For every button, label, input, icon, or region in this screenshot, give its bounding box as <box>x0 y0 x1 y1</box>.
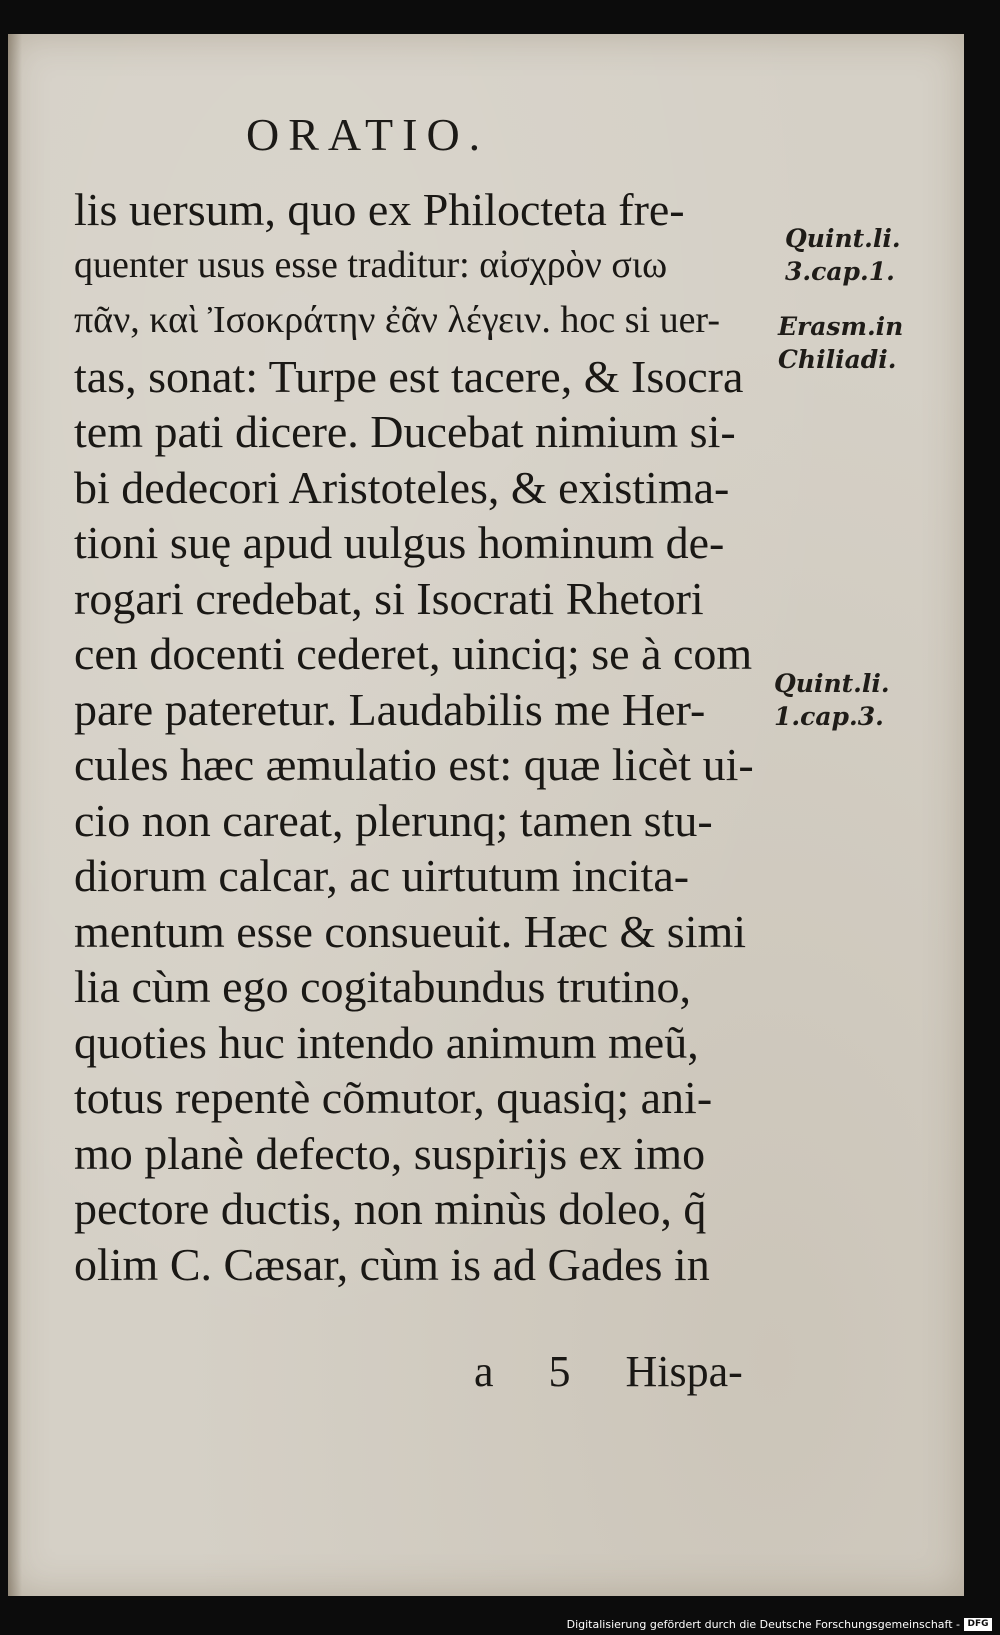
text-line: quoties huc intendo animum meũ, <box>74 1016 699 1068</box>
text-line: mo planè defecto, suspirijs ex imo <box>74 1127 706 1179</box>
marginal-note-line: Chiliadi. <box>778 345 897 374</box>
text-line: olim C. Cæsar, cùm is ad Gades in <box>74 1238 710 1290</box>
text-line: bi dedecori Aristoteles, & existima- <box>74 461 730 513</box>
marginal-note <box>774 667 890 733</box>
digitization-credit: Digitalisierung gefördert durch die Deutsche Forschungsgemeinschaft - <box>566 1618 960 1631</box>
text-line: pectore ductis, non minùs doleo, q̃ <box>74 1183 707 1234</box>
running-head: ORATIO. <box>246 109 490 160</box>
marginal-note-line: 3.cap.1. <box>785 257 895 286</box>
signature-number: 5 <box>548 1347 571 1396</box>
text-line: pare pateretur. Laudabilis me Her- <box>74 683 706 735</box>
text-line: lis uersum, quo ex Philocteta fre- <box>74 184 685 235</box>
text-line: rogari credebat, si Isocrati Rhetori <box>74 572 704 624</box>
marginal-note-line: 1.cap.3. <box>774 702 884 731</box>
marginal-note-line: Quint.li. <box>774 669 890 698</box>
text-line: cen docenti cederet, uinciq; se à com <box>74 628 753 679</box>
text-line: quenter usus esse traditur: αἰσχρὸν σιω <box>74 243 668 286</box>
text-line: lia cùm ego cogitabundus trutino, <box>74 961 692 1012</box>
text-line: mentum esse consueuit. Hæc & simi <box>74 905 747 957</box>
text-line: diorum calcar, ac uirtutum incita- <box>74 850 690 901</box>
marginal-note <box>778 310 903 376</box>
text-line: tioni suę apud uulgus hominum de- <box>74 517 725 568</box>
text-line: totus repentè cõmutor, quasiq; ani- <box>74 1072 713 1123</box>
body-text <box>74 182 764 1292</box>
marginal-note <box>785 222 901 288</box>
marginal-note-line: Quint.li. <box>785 224 901 253</box>
marginal-note-line: Erasm.in <box>778 312 904 341</box>
text-line: tem pati dicere. Ducebat nimium si- <box>74 406 736 457</box>
catchword-line <box>474 1347 743 1396</box>
text-line: cio non careat, plerunq; tamen stu- <box>74 794 713 846</box>
dfg-logo: DFG <box>964 1618 992 1631</box>
text-line: tas, sonat: Turpe est tacere, & Isocra <box>74 350 744 402</box>
catchword: Hispa- <box>625 1347 743 1396</box>
text-line: cules hæc æmulatio est: quæ licèt ui- <box>74 739 754 790</box>
text-line: πᾶν, καὶ Ἰσοκράτην ἐᾶν λέγειν. hoc si uer- <box>74 299 720 341</box>
book-page <box>8 34 964 1596</box>
signature-letter: a <box>474 1347 494 1396</box>
